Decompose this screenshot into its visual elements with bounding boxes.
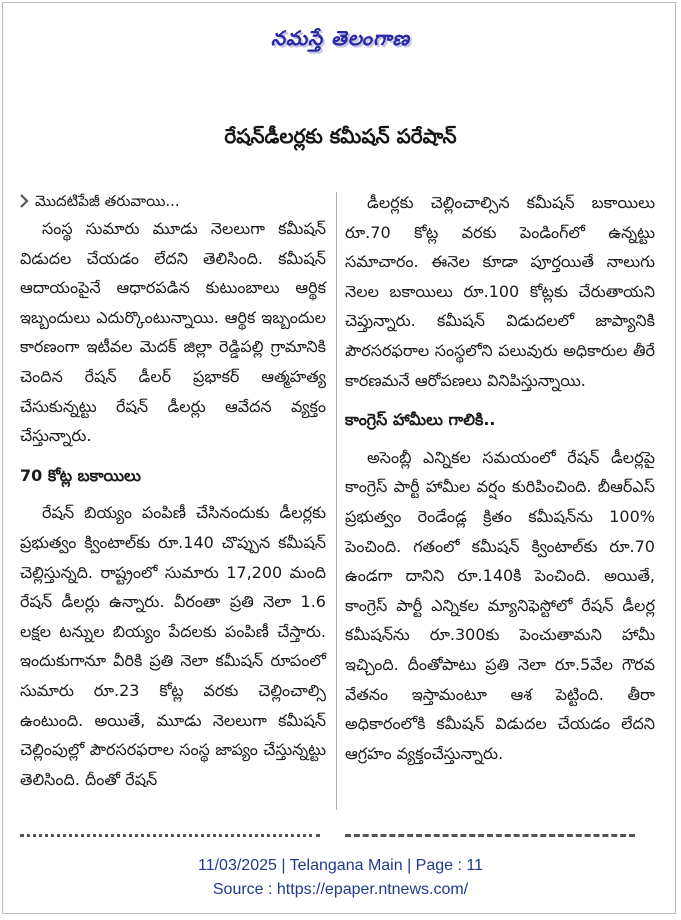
article-paragraph: సంస్థ సుమారు మూడు నెలలుగా కమీషన్ విడుదల చేయడం లేదని తెలిసింది. కమీషన్ ఆదాయంపైనే ఆధారపడిన కుటుంబాలు ఆర్థిక ఇబ్బందులు ఎదుర్కొంటున్నాయి. ఆర్థిక ఇబ్బందుల కారణంగా ఇటీవల మెదక్ జిల్లా రెడ్డిపల్లి గ్రామానికి చెందిన రేషన్ డీలర్ ప్రభాకర్ ఆత్మహత్య చేసుకున్నట్టు రేషన్ డీలర్లు ఆవేదన వ్యక్తం చేస్తున్నారు. bbox=[20, 219, 326, 446]
subheading-congress-promises: కాంగ్రెస్ హామీలు గాలికి.. bbox=[345, 410, 496, 430]
article-paragraph: డీలర్లకు చెల్లించాల్సిన కమీషన్ బకాయిలు రూ.70 కోట్ల వరకు పెండింగ్‌లో ఉన్నట్టు సమాచారం. ఈనెల కూడా పూర్తయితే నాలుగు నెలల బకాయిలు రూ.100 కోట్లకు చేరుతాయని చెప్తున్నారు. కమీషన్ విడుదలలో జాప్యానికి పౌరసరఫరాల సంస్థలోని పలువురు అధికారుల తీరే కారణమనే ఆరోపణలు వినిపిస్తున్నాయి. bbox=[345, 193, 655, 390]
clipped-text-fragment bbox=[345, 834, 635, 847]
left-column bbox=[20, 188, 326, 794]
clipped-next-article bbox=[0, 822, 681, 848]
right-column bbox=[345, 188, 655, 768]
clipped-text-fragment bbox=[20, 834, 320, 847]
subheading-dues: 70 కోట్ల బకాయిలు bbox=[20, 465, 141, 485]
column-divider bbox=[336, 192, 337, 810]
article-paragraph: అసెంబ్లీ ఎన్నికల సమయంలో రేషన్ డీలర్లపై కాంగ్రెస్ పార్టీ హామీల వర్షం కురిపించింది. బీఆర్‌ఎస్ ప్రభుత్వం రెండేండ్ల క్రితం కమీషన్‌ను 100% పెంచింది. గతంలో కమీషన్ క్వింటాల్‌కు రూ.70 ఉండగా దానిని రూ.140కి పెంచింది. అయితే, కాంగ్రెస్ పార్టీ ఎన్నికల మ్యానిఫెస్టోలో రేషన్ డీలర్ల కమీషన్‌ను రూ.300కు పెంచుతామని హామీ ఇచ్చింది. దీంతోపాటు ప్రతి నెలా రూ.5వేల గౌరవ వేతనం ఇస్తామంటూ ఆశ పెట్టింది. తీరా అధికారంలోకి కమీషన్ విడుదల చేయడం లేదని ఆగ్రహం వ్యక్తంచేస్తున్నారు. bbox=[345, 447, 655, 763]
continued-from-front-page[interactable] bbox=[20, 188, 326, 214]
source-link[interactable]: Source : https://epaper.ntnews.com/ bbox=[212, 881, 469, 898]
newspaper-masthead: నమస్తే తెలంగాణ bbox=[270, 26, 411, 50]
chevron-right-icon bbox=[20, 194, 29, 208]
article-headline: రేషన్‌డీలర్లకు కమీషన్ పరేషాన్ bbox=[224, 124, 457, 148]
edition-info: 11/03/2025 | Telangana Main | Page : 11 bbox=[198, 857, 483, 874]
continued-label: మొదటిపేజీ తరువాయి... bbox=[35, 192, 180, 210]
article-paragraph: రేషన్ బియ్యం పంపిణీ చేసినందుకు డీలర్లకు ప్రభుత్వం క్వింటాల్‌కు రూ.140 చొప్పున కమీషన్ చెల్లిస్తున్నది. రాష్ట్రంలో సుమారు 17,200 మంది రేషన్ డీలర్లు ఉన్నారు. వీరంతా ప్రతి నెలా 1.6 లక్షల టన్నుల బియ్యం పేదలకు పంపిణీ చేస్తారు. ఇందుకుగానూ వీరికి ప్రతి నెలా కమీషన్ రూపంలో సుమారు రూ.23 కోట్ల వరకు చెల్లించాల్సి ఉంటుంది. అయితే, మూడు నెలలుగా కమీషన్ చెల్లింపుల్లో పౌరసరఫరాల సంస్థ జాప్యం చేస్తున్నట్టు తెలిసింది. దీంతో రేషన్ bbox=[20, 503, 326, 789]
